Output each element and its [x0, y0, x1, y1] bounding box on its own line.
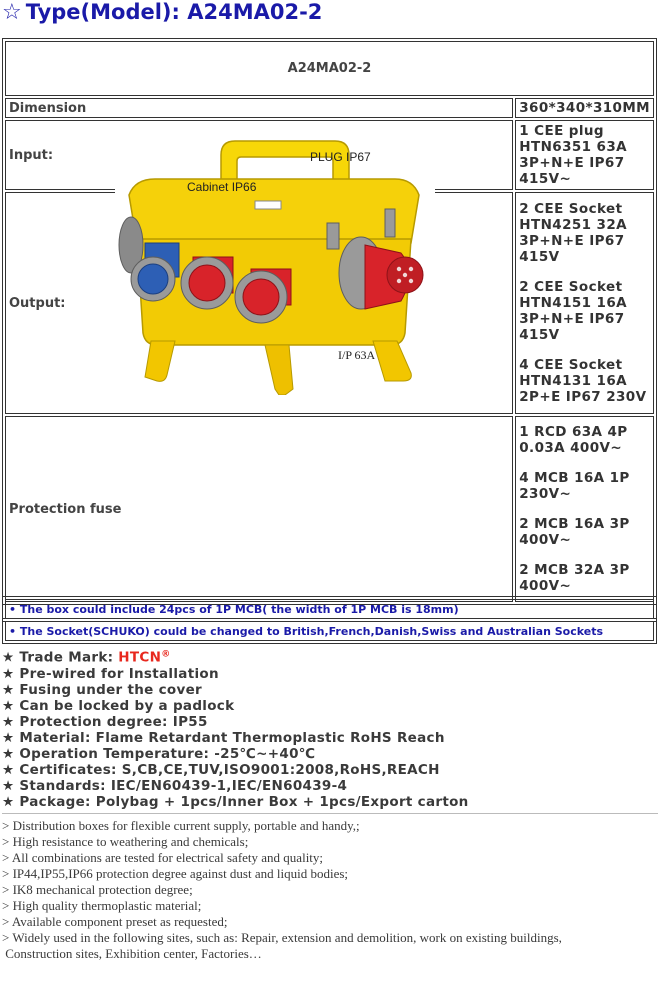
feature-item: > Distribution boxes for flexible current supply, portable and handy,; [2, 818, 360, 833]
brand-name: HTCN [118, 649, 162, 666]
input-value: 1 CEE plug HTN6351 63A 3P+N+E IP67 415V~ [515, 120, 654, 190]
input-label: Input: [9, 147, 54, 163]
bullet-item: ★ Protection degree: IP55 [2, 713, 208, 730]
dimension-value: 360*340*310MM [515, 98, 654, 118]
model-row [5, 41, 654, 96]
model-cell: A24MA02-2 [5, 41, 654, 96]
bullet-item: ★ Can be locked by a padlock [2, 697, 235, 714]
inlet-label: I/P 63A [338, 348, 376, 362]
note-socket: • The Socket(SCHUKO) could be changed to British,French,Danish,Swiss and Australian Sockets [5, 621, 654, 641]
feature-item: > IP44,IP55,IP66 protection degree against dust and liquid bodies; [2, 866, 349, 881]
protection-row [5, 416, 654, 602]
title-text: Type(Model): A24MA02-2 [25, 0, 323, 24]
product-photo [115, 113, 435, 395]
page-title [2, 0, 322, 32]
plug-label: PLUG IP67 [310, 150, 371, 164]
bullet-item: ★ Standards: IEC/EN60439-1,IEC/EN60439-4 [2, 777, 348, 794]
note-mcb: • The box could include 24pcs of 1P MCB( the width of 1P MCB is 18mm) [5, 599, 654, 619]
feature-list [2, 818, 642, 962]
feature-item: > IK8 mechanical protection degree; [2, 882, 193, 897]
protection-values [515, 416, 654, 602]
trademark-line [2, 646, 469, 666]
bullet-item: ★ Operation Temperature: -25℃~+40℃ [2, 745, 316, 762]
bullet-item: ★ Material: Flame Retardant Thermoplastic RoHS Reach [2, 729, 445, 746]
bullet-item: ★ Package: Polybag + 1pcs/Inner Box + 1pcs/Export carton [2, 793, 469, 810]
protection-value: 1 RCD 63A 4P 0.03A 400V~ [519, 424, 628, 456]
feature-item: Construction sites, Exhibition center, Factories… [2, 946, 262, 961]
feature-item: > High resistance to weathering and chemicals; [2, 834, 249, 849]
feature-item: > Widely used in the following sites, such as: Repair, extension and demolition, work on existing buildings, [2, 930, 562, 945]
bullet-item: ★ Certificates: S,CB,CE,TUV,ISO9001:2008,RoHS,REACH [2, 761, 440, 778]
trademark-prefix: ★ Trade Mark: [2, 649, 119, 666]
protection-value: 2 MCB 32A 3P 400V~ [519, 562, 630, 594]
bullet-list [2, 646, 469, 810]
cabinet-label: Cabinet IP66 [187, 180, 257, 194]
star-icon: ☆ [2, 0, 22, 25]
output-values [515, 192, 654, 414]
bullet-item: ★ Fusing under the cover [2, 681, 203, 698]
divider [2, 813, 658, 814]
note-table-socket [2, 618, 657, 644]
feature-item: > Available component preset as requested; [2, 914, 228, 929]
output-value: 2 CEE Socket HTN4151 16A 3P+N+E IP67 415V [519, 279, 627, 343]
output-value: 4 CEE Socket HTN4131 16A 2P+E IP67 230V [519, 357, 647, 405]
output-label: Output: [9, 295, 66, 311]
distribution-box-illustration [115, 113, 435, 395]
protection-value: 4 MCB 16A 1P 230V~ [519, 470, 630, 502]
bullet-item: ★ Pre-wired for Installation [2, 665, 219, 682]
output-value: 2 CEE Socket HTN4251 32A 3P+N+E IP67 415V [519, 201, 627, 265]
protection-label-cell [5, 416, 513, 602]
registered-mark: ® [161, 649, 171, 659]
feature-item: > All combinations are tested for electrical safety and quality; [2, 850, 324, 865]
dimension-label: Dimension [5, 98, 513, 118]
protection-value: 2 MCB 16A 3P 400V~ [519, 516, 630, 548]
protection-label: Protection fuse [9, 501, 122, 517]
feature-item: > High quality thermoplastic material; [2, 898, 202, 913]
